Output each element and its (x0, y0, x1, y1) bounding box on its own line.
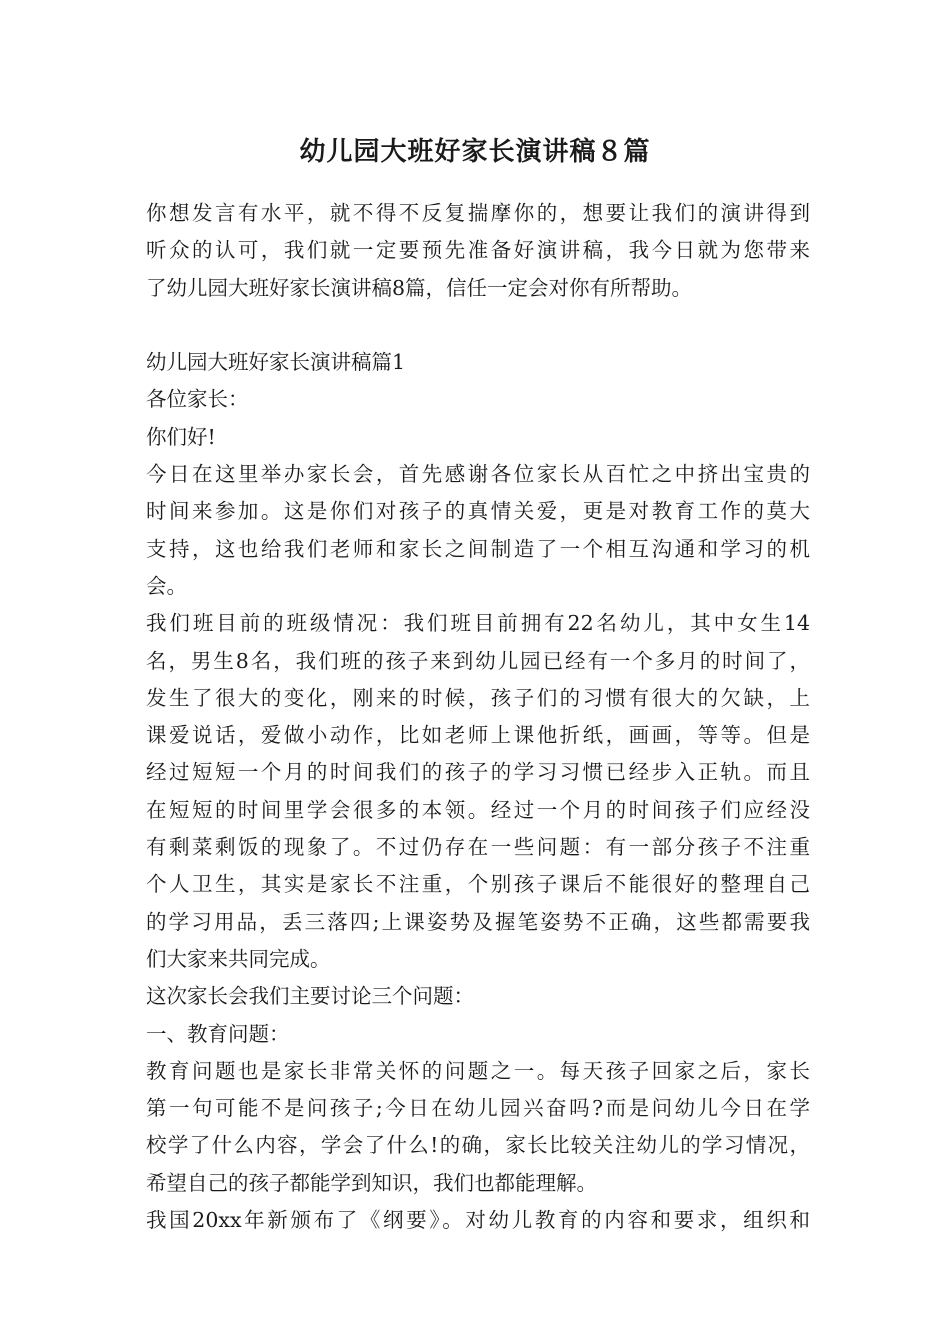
text-line: 这次家长会我们主要讨论三个问题： (146, 984, 474, 1009)
text-line: 听众的认可，我们就一定要预先准备好演讲稿，我今日就为您带来 (146, 238, 810, 263)
text-line: 幼儿园大班好家长演讲稿篇1 (146, 350, 406, 375)
text-line: 个人卫生，其实是家长不注重，个别孩子课后不能很好的整理自己 (146, 872, 810, 897)
text-line: 课爱说话，爱做小动作，比如老师上课他折纸，画画，等等。但是 (146, 723, 810, 748)
text-line: 校学了什么内容，学会了什么!的确，家长比较关注幼儿的学习情况， (146, 1133, 810, 1158)
document-body (146, 195, 810, 1239)
text-line: 你们好! (146, 424, 216, 449)
text-line: 发生了很大的变化，刚来的时候，孩子们的习惯有很大的欠缺，上 (146, 685, 810, 710)
text-line: 名，男生8名，我们班的孩子来到幼儿园已经有一个多月的时间了， (146, 648, 810, 673)
text-line: 各位家长： (146, 387, 249, 412)
text-line: 有剩菜剩饭的现象了。不过仍存在一些问题：有一部分孩子不注重 (146, 835, 810, 860)
text-line: 的学习用品，丢三落四;上课姿势及握笔姿势不正确，这些都需要我 (146, 909, 810, 934)
text-line: 支持，这也给我们老师和家长之间制造了一个相互沟通和学习的机 (146, 536, 810, 561)
text-line: 我们班目前的班级情况：我们班目前拥有22名幼儿，其中女生14 (146, 611, 810, 636)
text-line: 会。 (146, 573, 187, 598)
text-line: 我国20xx年新颁布了《纲要》。对幼儿教育的内容和要求，组织和 (146, 1208, 810, 1233)
text-line: 第一句可能不是问孩子;今日在幼儿园兴奋吗?而是问幼儿今日在学 (146, 1096, 810, 1121)
text-line: 你想发言有水平，就不得不反复揣摩你的，想要让我们的演讲得到 (146, 201, 810, 225)
text-line: 时间来参加。这是你们对孩子的真情关爱，更是对教育工作的莫大 (146, 499, 810, 524)
text-line: 希望自己的孩子都能学到知识，我们也都能理解。 (146, 1170, 597, 1195)
text-line: 今日在这里举办家长会，首先感谢各位家长从百忙之中挤出宝贵的 (146, 462, 810, 487)
document-title: 幼儿园大班好家长演讲稿８篇 (299, 137, 651, 167)
text-line: 经过短短一个月的时间我们的孩子的学习习惯已经步入正轨。而且 (146, 760, 810, 785)
text-line: 教育问题也是家长非常关怀的问题之一。每天孩子回家之后，家长 (146, 1058, 810, 1083)
text-line: 一、教育问题： (146, 1021, 290, 1046)
text-line: 在短短的时间里学会很多的本领。经过一个月的时间孩子们应经没 (146, 797, 810, 822)
text-line: 们大家来共同完成。 (146, 946, 331, 971)
text-line: 了幼儿园大班好家长演讲稿8篇，信任一定会对你有所帮助。 (146, 275, 693, 300)
paragraph-gap (146, 307, 810, 344)
